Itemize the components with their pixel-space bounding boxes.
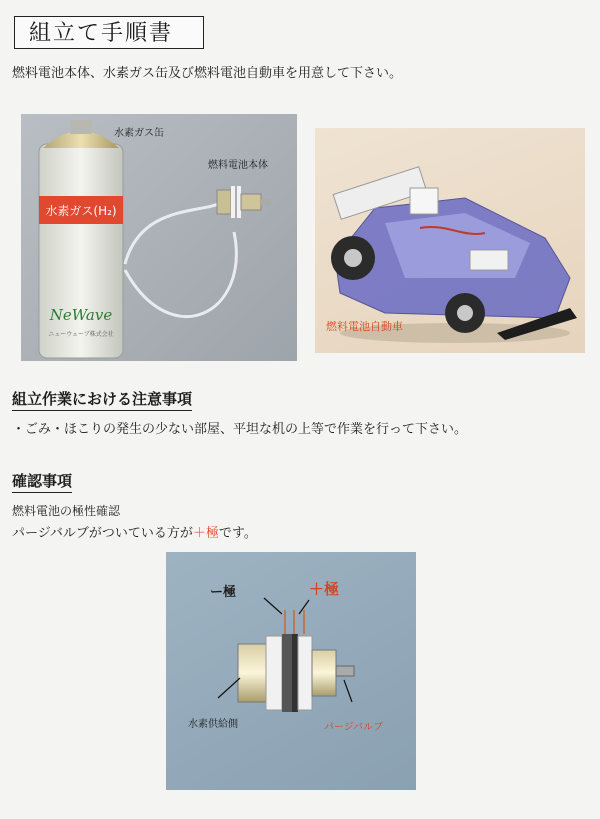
brand-logo-icon: NeWave <box>49 306 113 324</box>
label-fuel-cell-car: 燃料電池自動車 <box>326 320 403 333</box>
brand-sub: ニューウェーブ株式会社 <box>48 331 114 338</box>
section-heading-checks: 確認事項 <box>12 470 72 493</box>
page-title: 組立て手順書 <box>14 16 204 49</box>
check-line-suffix: です。 <box>218 526 257 541</box>
photo-fuel-cell-polarity <box>166 552 416 790</box>
intro-text: 燃料電池本体、水素ガス缶及び燃料電池自動車を用意して下さい。 <box>12 66 403 81</box>
photo-fuel-cell-car <box>315 128 585 353</box>
plus-pole-highlight: ＋極 <box>192 526 219 541</box>
label-hydrogen-supply-side: 水素供給側 <box>188 719 238 730</box>
precaution-note: ・ごみ・ほこりの発生の少ない部屋、平坦な机の上等で作業を行って下さい。 <box>12 422 468 437</box>
fuel-cell-closeup-illustration <box>166 552 416 790</box>
section-heading-precautions: 組立作業における注意事項 <box>12 388 192 411</box>
label-fuel-cell: 燃料電池本体 <box>208 160 268 171</box>
check-line-polarity: 燃料電池の極性確認 <box>12 504 121 518</box>
fuel-cell-unit <box>217 186 271 218</box>
can-and-cell-illustration <box>21 114 297 361</box>
check-line-valve <box>12 522 257 541</box>
photo-hydrogen-can-and-fuel-cell <box>21 114 297 361</box>
label-plus-pole: ＋極 <box>309 580 340 598</box>
label-minus-pole: ー極 <box>210 585 237 600</box>
label-hydrogen-can: 水素ガス缶 <box>114 128 164 139</box>
can-label: 水素ガス(H₂) <box>45 204 117 218</box>
label-purge-valve: パージバルブ <box>324 722 384 733</box>
check-line-prefix: パージバルブがついている方が <box>12 526 193 541</box>
